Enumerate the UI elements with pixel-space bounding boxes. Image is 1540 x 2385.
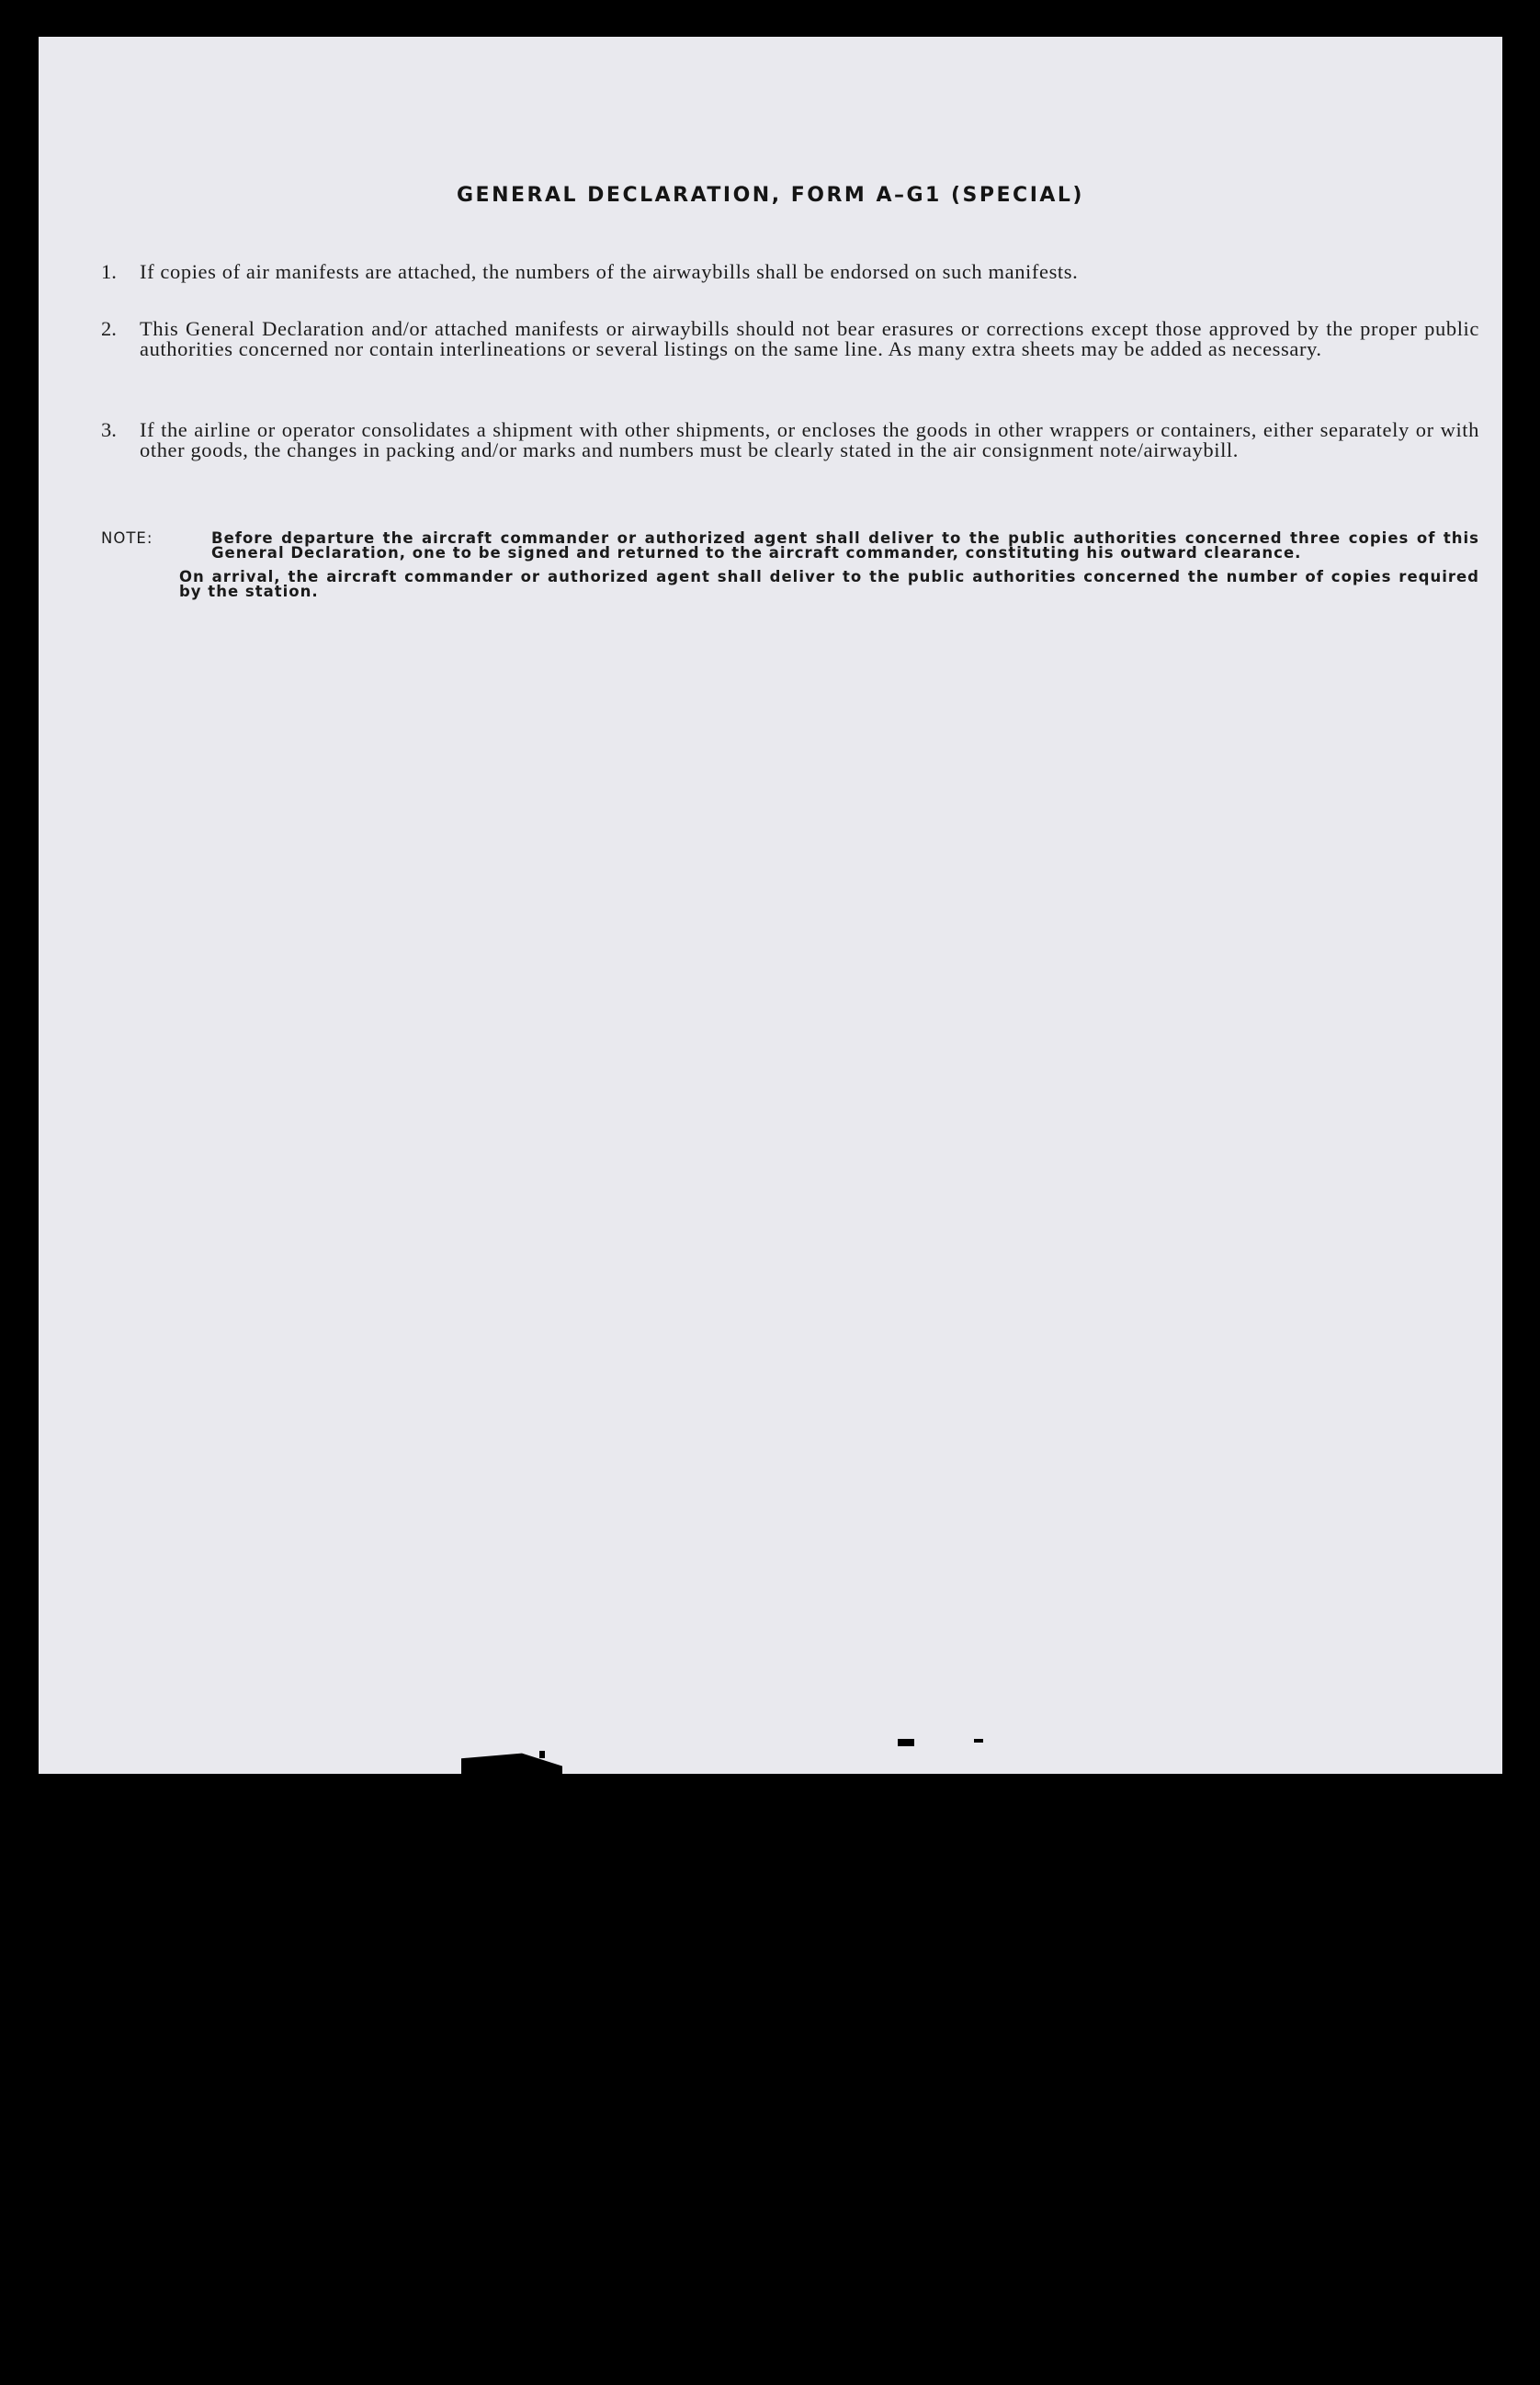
scan-artifact bbox=[461, 1748, 562, 1774]
scan-artifact bbox=[898, 1739, 914, 1746]
item-number: 3. bbox=[101, 418, 117, 441]
document-page bbox=[39, 37, 1502, 1774]
note-paragraph-2: On arrival, the aircraft commander or authorized agent shall deliver to the public authorities concerned the number of copies required by the station. bbox=[179, 568, 1479, 600]
scan-artifact bbox=[539, 1751, 545, 1758]
item-text: If the airline or operator consolidates a shipment with other shipments, or encloses the goods in other wrappers or containers, either separately or with other goods, the changes in packing and/or marks and numbers must be clearly stated in the air consignment note/airwaybill. bbox=[140, 418, 1479, 461]
note-body bbox=[179, 531, 1479, 608]
item-text: This General Declaration and/or attached manifests or airwaybills should not bear erasures or corrections except those approved by the proper public authorities concerned nor contain interlineations or several listings on the same line. As many extra sheets may be added as necessary. bbox=[140, 317, 1479, 360]
note-paragraph-1: Before departure the aircraft commander or authorized agent shall deliver to the public authorities concerned three copies of this General Declaration, one to be signed and returned to the aircraft commander, constituting his outward clearance. bbox=[211, 529, 1479, 562]
form-title: GENERAL DECLARATION, FORM A–G1 (SPECIAL) bbox=[457, 184, 1084, 207]
item-text: If copies of air manifests are attached, the numbers of the airwaybills shall be endorsed on such manifests. bbox=[140, 260, 1079, 283]
instruction-item-2 bbox=[101, 319, 1479, 359]
note-section bbox=[101, 531, 1479, 608]
item-number: 2. bbox=[101, 317, 117, 340]
scan-artifact bbox=[974, 1739, 983, 1743]
instruction-item-1 bbox=[101, 262, 1479, 282]
instruction-item-3 bbox=[101, 420, 1479, 460]
note-label: NOTE: bbox=[101, 529, 153, 547]
item-number: 1. bbox=[101, 260, 117, 283]
